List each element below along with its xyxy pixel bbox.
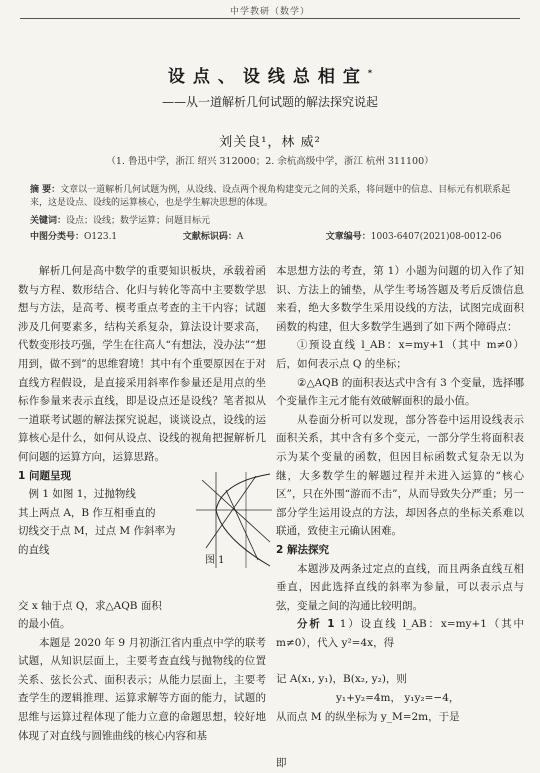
- coordinates-line: 记 A(x₁, y₁)，B(x₂, y₂)，则: [276, 673, 407, 686]
- analysis-1: [276, 615, 524, 652]
- keywords-label: 关键词：: [30, 216, 67, 226]
- doc-label: 文献标识码：: [182, 232, 237, 242]
- figure-1-parabola: [186, 470, 276, 570]
- classification-line: [30, 229, 518, 242]
- article-subtitle: ——从一道解析几何试题的解法探究说起: [161, 95, 378, 109]
- obstacle-1: ①预设直线 l_AB：x=my+1（其中 m≠0）后，如何表示点 Q 的坐标；: [276, 339, 524, 370]
- keywords: [30, 213, 210, 226]
- example-line-4: 的直线: [18, 543, 50, 556]
- header-rule: [20, 18, 520, 19]
- right-paragraph-4: 从卷面分析可以发现，部分答卷中运用设线表示面积关系，其中含有多个变元，一部分学生将面积表示为某个变量的函数，但因目标函数式复杂无以为继，大多数学生的解题过程并未进入运算的“核心区”，只在外围“游而不击”，从而导致失分严重；另一部分学生运用设点的方法，却因各点的坐标关系难以联通，致使主元确认困难。: [276, 413, 524, 538]
- section-1-heading: 1 问题呈现: [18, 469, 71, 482]
- cls-value: O123.1: [84, 232, 118, 242]
- title-footnote-mark: *: [367, 68, 373, 78]
- keywords-text: 设点；设线；数学运算；问题目标元: [66, 216, 211, 226]
- article-title: [0, 62, 540, 87]
- tangent-line-b: [206, 476, 256, 548]
- cls-label: 中图分类号：: [30, 232, 85, 242]
- example-line-3: 切线交于点 M，过点 M 作斜率为: [18, 525, 176, 538]
- example-line-5: 交 x 轴于点 Q，求△AQB 面积: [18, 599, 162, 612]
- analysis-1-label: 分析 1: [297, 618, 335, 631]
- abstract-label: 摘 要：: [30, 185, 61, 195]
- analysis-1-text: 1）设直线 l_AB：x=my+1（其中 m≠0），代入 y²=4x，得: [276, 618, 524, 649]
- vieta-line: y₁+y₂=4m， y₁y₂=−4，: [336, 692, 460, 705]
- title-text: 设点、设线总相宜: [167, 67, 368, 87]
- ji-line: 即: [276, 757, 287, 770]
- intro-paragraph: 解析几何是高中数学的重要知识板块，承载着函数与方程、数形结合、化归与转化等高中主要数学思想与方法，是高考、模考重点考查的主干内容；试题涉及几何要素多，结构关系复杂，算法设计要求高，代数变形技巧强，学生在往高人“有想法，没办法”“想用到，做不到”的思维窘境！其中有个重要原因在于对直线方程假设，是直接采用斜率作参量还是用点的坐标作参量来表示直线，即是设点还是设线？笔者拟从一道联考试题的解法探究说起，谈谈设点，设线的运算核心是什么，如何从设点、设线的视角把握解析几何问题的运算方向，运算思路。: [18, 265, 266, 463]
- obstacle-2: ②△AQB 的面积表达式中含有 3 个变量，选择哪个变量作主元才能有效破解面积的最小值。: [276, 376, 524, 408]
- abstract-text: 文章以一道解析几何试题为例，从设线、设点两个视角构建变元之间的关系，将问题中的信息、目标元有机联系起来，这是设点、设线的运算核心，也是学生解决思想的体现。: [30, 185, 511, 208]
- doc-value: A: [236, 232, 244, 242]
- art-value: 1003-6407(2021)08-0012-06: [370, 232, 502, 242]
- m-coordinate-line: 从而点 M 的纵坐标为 y_M=2m，于是: [276, 710, 460, 723]
- chord-line: [226, 490, 258, 560]
- section-2-heading: 2 解法探究: [276, 543, 329, 556]
- page-header: [0, 0, 540, 22]
- example-title: 例 1 如图 1，过抛物线: [28, 488, 136, 501]
- analysis-paragraph: 本题是 2020 年 9 月初浙江省内重点中学的联考试题，从知识层面上，主要考查直线与抛物线的位置关系、弦长公式、面积表示；从能力层面上，主要考查学生的逻辑推理、运算求解等方面的能力，试题的思维与运算过程体现了能力立意的命题思想，较好地体现了对直线与圆锥曲线的核心内容和基: [18, 636, 266, 742]
- abstract: [30, 184, 518, 210]
- authors: 刘关良¹，林 威²: [219, 135, 321, 150]
- right-column: [276, 262, 524, 773]
- right-paragraph-1: 本思想方法的考查，第 1）小题为问题的切入作了知识、方法上的铺垫，从学生考场答题及考后反馈信息来看，绝大多数学生采用设线的方法，试图完成面积函数的构建，但大多数学生遇到了如下两个障碍点：: [276, 265, 524, 333]
- journal-name: 中学教研（数学）: [229, 7, 310, 17]
- example-line-6: 的最小值。: [18, 618, 71, 631]
- right-paragraph-5: 本题涉及两条过定点的直线，而且两条直线互相垂直，因此选择直线的斜率为参量，可以表示点与弦，变量之间的沟通比较明朗。: [276, 562, 524, 612]
- art-label: 文章编号：: [325, 232, 371, 242]
- figure-caption: 图 1: [205, 555, 225, 566]
- affiliation: （1. 鲁迅中学，浙江 绍兴 312000；2. 余杭高级中学，浙江 杭州 311100）: [106, 156, 434, 167]
- example-line-2: 其上两点 A，B 作互相垂直的: [18, 506, 156, 519]
